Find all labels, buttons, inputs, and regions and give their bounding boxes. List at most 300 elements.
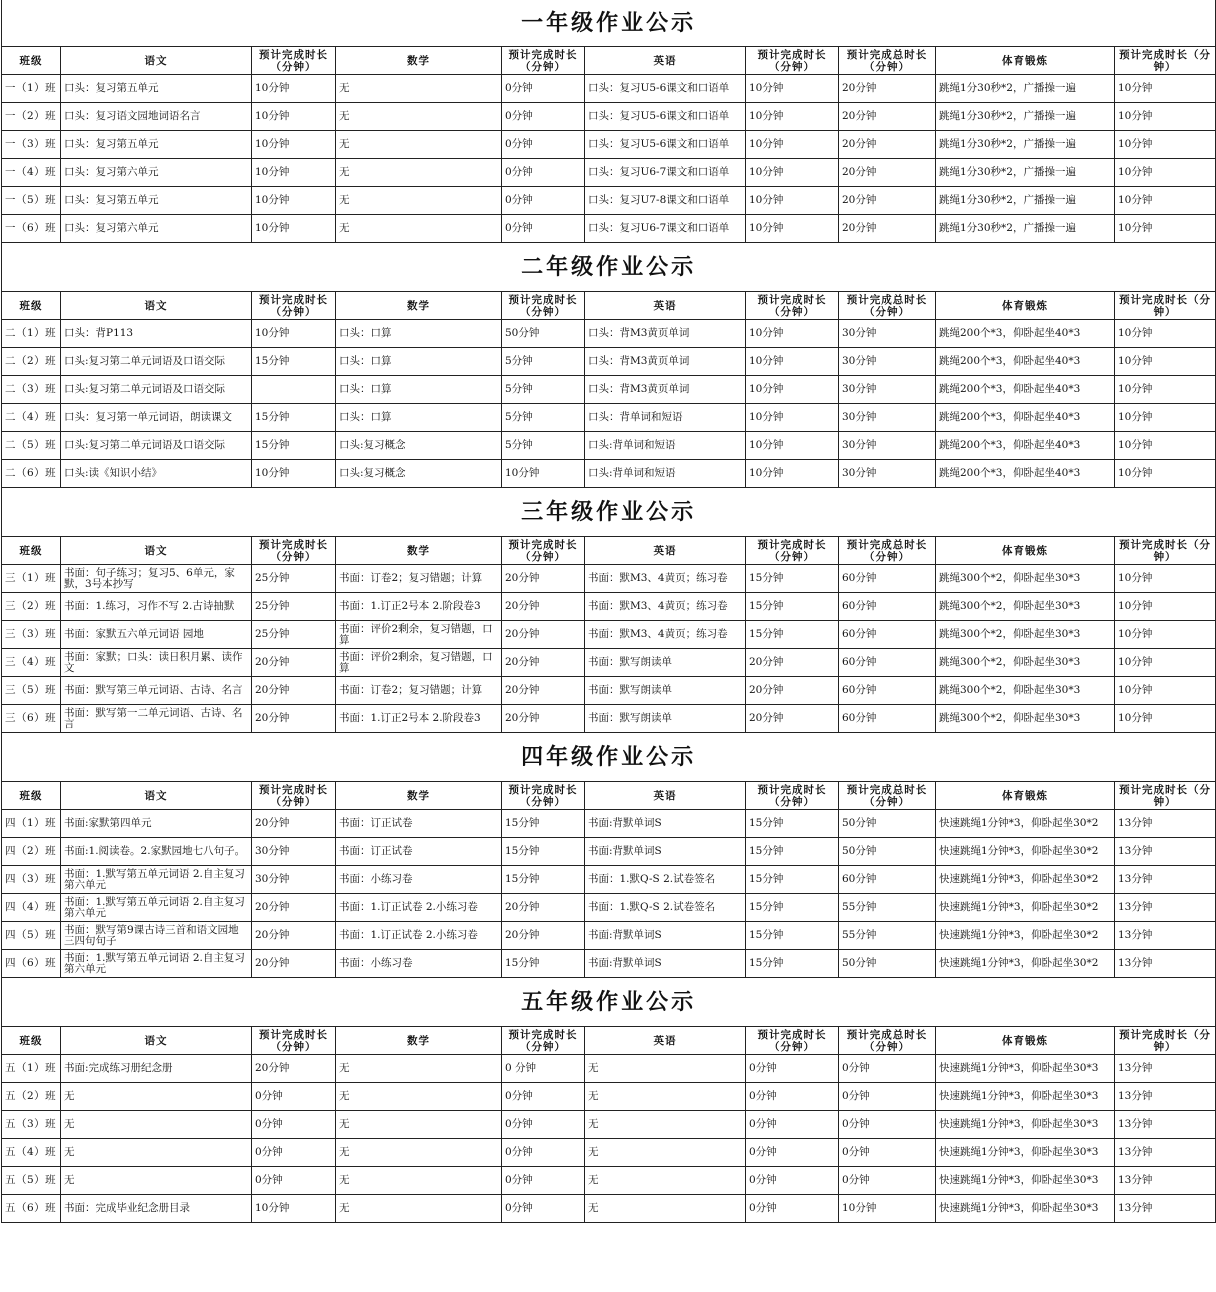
cell-math-time: 0分钟	[502, 215, 585, 243]
header-row	[2, 782, 1216, 810]
cell-math: 无	[336, 1111, 502, 1139]
cell-pe: 快速跳绳1分钟*3，仰卧起坐30*3	[936, 1111, 1115, 1139]
cell-chinese-time: 10分钟	[252, 460, 336, 488]
cell-pe: 跳绳1分30秒*2，广播操一遍	[936, 215, 1115, 243]
cell-class: 二（1）班	[2, 320, 61, 348]
cell-pe-time: 10分钟	[1115, 705, 1216, 733]
cell-class: 一（6）班	[2, 215, 61, 243]
cell-math-time: 20分钟	[502, 894, 585, 922]
cell-chinese-time: 20分钟	[252, 1055, 336, 1083]
cell-total-time: 10分钟	[839, 1195, 936, 1223]
cell-english: 口头：背单词和短语	[585, 404, 746, 432]
cell-math: 无	[336, 1167, 502, 1195]
header-row	[2, 47, 1216, 75]
cell-math: 书面：订卷2；复习错题；计算	[336, 565, 502, 593]
cell-math: 书面：1.订正试卷 2.小练习卷	[336, 894, 502, 922]
table-row	[2, 705, 1216, 733]
column-header-math-time: 预计完成时长（分钟）	[502, 782, 585, 810]
column-header-math-time: 预计完成时长（分钟）	[502, 47, 585, 75]
cell-pe: 快速跳绳1分钟*3，仰卧起坐30*2	[936, 894, 1115, 922]
cell-total-time: 0分钟	[839, 1167, 936, 1195]
cell-chinese-time: 10分钟	[252, 187, 336, 215]
cell-pe-time: 13分钟	[1115, 1167, 1216, 1195]
table-row	[2, 866, 1216, 894]
cell-chinese-time: 10分钟	[252, 1195, 336, 1223]
cell-chinese-time: 10分钟	[252, 103, 336, 131]
cell-english: 书面：默写朗读单	[585, 677, 746, 705]
cell-pe-time: 13分钟	[1115, 950, 1216, 978]
cell-chinese: 书面：1.练习，习作不写 2.古诗抽默	[61, 593, 252, 621]
cell-class: 一（4）班	[2, 159, 61, 187]
cell-pe-time: 10分钟	[1115, 75, 1216, 103]
cell-chinese: 口头：复习第六单元	[61, 159, 252, 187]
cell-english-time: 0分钟	[746, 1139, 839, 1167]
cell-english-time: 15分钟	[746, 838, 839, 866]
cell-total-time: 60分钟	[839, 649, 936, 677]
column-header-english: 英语	[585, 292, 746, 320]
column-header-math: 数学	[336, 47, 502, 75]
cell-class: 一（1）班	[2, 75, 61, 103]
cell-chinese-time: 25分钟	[252, 565, 336, 593]
cell-english: 口头：背M3黄页单词	[585, 348, 746, 376]
cell-math-time: 0 分钟	[502, 1055, 585, 1083]
column-header-pe: 体育锻炼	[936, 537, 1115, 565]
cell-total-time: 0分钟	[839, 1111, 936, 1139]
cell-pe: 跳绳200个*3，仰卧起坐40*3	[936, 404, 1115, 432]
column-header-english-time: 预计完成时长（分钟）	[746, 1027, 839, 1055]
column-header-chinese-time: 预计完成时长（分钟）	[252, 47, 336, 75]
cell-total-time: 60分钟	[839, 621, 936, 649]
cell-english-time: 15分钟	[746, 810, 839, 838]
cell-math: 书面：1.订正2号本 2.阶段卷3	[336, 705, 502, 733]
grade-title: 三年级作业公示	[2, 488, 1216, 537]
cell-math-time: 10分钟	[502, 460, 585, 488]
cell-class: 一（2）班	[2, 103, 61, 131]
cell-pe: 跳绳1分30秒*2，广播操一遍	[936, 103, 1115, 131]
cell-pe: 快速跳绳1分钟*3，仰卧起坐30*2	[936, 838, 1115, 866]
cell-pe: 跳绳200个*3，仰卧起坐40*3	[936, 376, 1115, 404]
cell-english-time: 15分钟	[746, 950, 839, 978]
cell-pe-time: 10分钟	[1115, 131, 1216, 159]
cell-english: 书面：默写朗读单	[585, 705, 746, 733]
cell-english-time: 15分钟	[746, 565, 839, 593]
table-row	[2, 810, 1216, 838]
cell-class: 二（5）班	[2, 432, 61, 460]
column-header-pe-time: 预计完成时长（分钟）	[1115, 537, 1216, 565]
cell-pe: 快速跳绳1分钟*3，仰卧起坐30*2	[936, 922, 1115, 950]
cell-english: 书面：1.默Q-S 2.试卷签名	[585, 894, 746, 922]
cell-english-time: 10分钟	[746, 460, 839, 488]
column-header-english: 英语	[585, 1027, 746, 1055]
cell-english-time: 10分钟	[746, 215, 839, 243]
cell-math-time: 20分钟	[502, 677, 585, 705]
cell-english: 书面:背默单词S	[585, 838, 746, 866]
cell-english-time: 0分钟	[746, 1111, 839, 1139]
grade-title-row	[2, 0, 1216, 47]
table-row	[2, 187, 1216, 215]
cell-english-time: 15分钟	[746, 894, 839, 922]
cell-chinese-time: 0分钟	[252, 1111, 336, 1139]
cell-english: 无	[585, 1139, 746, 1167]
cell-total-time: 0分钟	[839, 1139, 936, 1167]
cell-math: 无	[336, 1055, 502, 1083]
column-header-chinese: 语文	[61, 537, 252, 565]
cell-math: 口头：口算	[336, 348, 502, 376]
column-header-total-time: 预计完成总时长（分钟）	[839, 782, 936, 810]
cell-chinese-time: 0分钟	[252, 1167, 336, 1195]
cell-math-time: 0分钟	[502, 1083, 585, 1111]
column-header-class: 班级	[2, 537, 61, 565]
cell-chinese-time: 20分钟	[252, 810, 336, 838]
table-row	[2, 1111, 1216, 1139]
cell-pe-time: 13分钟	[1115, 866, 1216, 894]
cell-total-time: 30分钟	[839, 376, 936, 404]
homework-table	[1, 0, 1216, 1223]
table-row	[2, 432, 1216, 460]
table-row	[2, 565, 1216, 593]
grade-title: 四年级作业公示	[2, 733, 1216, 782]
cell-chinese-time: 20分钟	[252, 649, 336, 677]
cell-pe-time: 10分钟	[1115, 565, 1216, 593]
cell-class: 二（6）班	[2, 460, 61, 488]
cell-math: 书面：小练习卷	[336, 950, 502, 978]
table-row	[2, 376, 1216, 404]
cell-class: 四（3）班	[2, 866, 61, 894]
cell-english-time: 15分钟	[746, 593, 839, 621]
cell-english: 无	[585, 1167, 746, 1195]
cell-pe-time: 10分钟	[1115, 649, 1216, 677]
cell-math-time: 50分钟	[502, 320, 585, 348]
cell-chinese: 口头:复习第二单元词语及口语交际	[61, 376, 252, 404]
cell-math: 无	[336, 187, 502, 215]
table-row	[2, 1195, 1216, 1223]
cell-class: 三（2）班	[2, 593, 61, 621]
cell-math-time: 5分钟	[502, 432, 585, 460]
cell-pe-time: 10分钟	[1115, 215, 1216, 243]
table-row	[2, 649, 1216, 677]
cell-math-time: 20分钟	[502, 705, 585, 733]
cell-math: 口头：口算	[336, 320, 502, 348]
cell-chinese: 口头：复习语文园地词语名言	[61, 103, 252, 131]
column-header-total-time: 预计完成总时长（分钟）	[839, 537, 936, 565]
cell-pe: 快速跳绳1分钟*3，仰卧起坐30*3	[936, 1055, 1115, 1083]
cell-chinese: 书面:完成练习册纪念册	[61, 1055, 252, 1083]
cell-english: 书面：默写朗读单	[585, 649, 746, 677]
cell-pe: 快速跳绳1分钟*3，仰卧起坐30*2	[936, 810, 1115, 838]
cell-chinese-time: 25分钟	[252, 593, 336, 621]
cell-class: 三（3）班	[2, 621, 61, 649]
cell-math-time: 15分钟	[502, 866, 585, 894]
cell-chinese-time: 30分钟	[252, 838, 336, 866]
column-header-math: 数学	[336, 1027, 502, 1055]
cell-pe: 跳绳1分30秒*2，广播操一遍	[936, 75, 1115, 103]
cell-math-time: 20分钟	[502, 922, 585, 950]
cell-class: 三（1）班	[2, 565, 61, 593]
column-header-chinese-time: 预计完成时长（分钟）	[252, 292, 336, 320]
cell-total-time: 50分钟	[839, 810, 936, 838]
cell-math-time: 0分钟	[502, 187, 585, 215]
cell-total-time: 60分钟	[839, 565, 936, 593]
cell-pe: 跳绳200个*3，仰卧起坐40*3	[936, 348, 1115, 376]
cell-english: 口头：复习U6-7课文和口语单	[585, 215, 746, 243]
cell-class: 一（3）班	[2, 131, 61, 159]
cell-chinese: 无	[61, 1139, 252, 1167]
cell-chinese: 口头:复习第二单元词语及口语交际	[61, 348, 252, 376]
cell-chinese: 书面：完成毕业纪念册目录	[61, 1195, 252, 1223]
cell-total-time: 60分钟	[839, 593, 936, 621]
cell-chinese-time: 0分钟	[252, 1083, 336, 1111]
cell-chinese-time: 20分钟	[252, 950, 336, 978]
cell-english: 书面：1.默Q-S 2.试卷签名	[585, 866, 746, 894]
column-header-pe-time: 预计完成时长（分钟）	[1115, 47, 1216, 75]
table-row	[2, 677, 1216, 705]
table-row	[2, 103, 1216, 131]
cell-total-time: 20分钟	[839, 187, 936, 215]
cell-pe-time: 10分钟	[1115, 404, 1216, 432]
cell-pe: 跳绳1分30秒*2，广播操一遍	[936, 187, 1115, 215]
cell-total-time: 55分钟	[839, 894, 936, 922]
cell-english: 书面：默M3、4黄页；练习卷	[585, 565, 746, 593]
cell-english-time: 10分钟	[746, 432, 839, 460]
cell-math: 无	[336, 215, 502, 243]
cell-english: 书面:背默单词S	[585, 810, 746, 838]
table-row	[2, 593, 1216, 621]
cell-chinese-time: 20分钟	[252, 677, 336, 705]
cell-english: 口头：复习U5-6课文和口语单	[585, 131, 746, 159]
cell-math: 书面：1.订正2号本 2.阶段卷3	[336, 593, 502, 621]
cell-class: 四（5）班	[2, 922, 61, 950]
cell-english-time: 0分钟	[746, 1195, 839, 1223]
cell-pe: 跳绳1分30秒*2，广播操一遍	[936, 131, 1115, 159]
cell-total-time: 20分钟	[839, 75, 936, 103]
table-row	[2, 320, 1216, 348]
cell-english: 书面：默M3、4黄页；练习卷	[585, 593, 746, 621]
cell-total-time: 20分钟	[839, 103, 936, 131]
cell-english-time: 0分钟	[746, 1055, 839, 1083]
cell-pe-time: 13分钟	[1115, 1055, 1216, 1083]
column-header-math-time: 预计完成时长（分钟）	[502, 537, 585, 565]
cell-total-time: 0分钟	[839, 1083, 936, 1111]
cell-math-time: 0分钟	[502, 1195, 585, 1223]
cell-math: 书面：订正试卷	[336, 838, 502, 866]
column-header-english-time: 预计完成时长（分钟）	[746, 782, 839, 810]
cell-chinese: 书面：1.默写第五单元词语 2.自主复习第六单元	[61, 950, 252, 978]
cell-chinese-time: 10分钟	[252, 159, 336, 187]
table-row	[2, 348, 1216, 376]
cell-english: 口头:背单词和短语	[585, 432, 746, 460]
cell-chinese-time: 10分钟	[252, 320, 336, 348]
cell-chinese: 书面：默写第9课古诗三首和语文园地三四句句子	[61, 922, 252, 950]
cell-english: 口头：复习U5-6课文和口语单	[585, 75, 746, 103]
cell-pe: 跳绳200个*3，仰卧起坐40*3	[936, 320, 1115, 348]
column-header-english-time: 预计完成时长（分钟）	[746, 292, 839, 320]
cell-chinese: 口头：复习第五单元	[61, 131, 252, 159]
cell-chinese: 书面：家默五六单元词语 园地	[61, 621, 252, 649]
cell-pe: 跳绳300个*2，仰卧起坐30*3	[936, 677, 1115, 705]
cell-chinese: 口头:复习第二单元词语及口语交际	[61, 432, 252, 460]
column-header-class: 班级	[2, 292, 61, 320]
cell-chinese: 书面：1.默写第五单元词语 2.自主复习第六单元	[61, 894, 252, 922]
cell-chinese-time: 20分钟	[252, 894, 336, 922]
cell-chinese: 书面：默写第三单元词语、古诗、名言	[61, 677, 252, 705]
cell-chinese-time: 10分钟	[252, 131, 336, 159]
cell-total-time: 60分钟	[839, 677, 936, 705]
cell-math: 口头:复习概念	[336, 432, 502, 460]
cell-english-time: 0分钟	[746, 1083, 839, 1111]
header-row	[2, 537, 1216, 565]
cell-english: 书面：默M3、4黄页；练习卷	[585, 621, 746, 649]
cell-math: 无	[336, 1139, 502, 1167]
cell-pe-time: 10分钟	[1115, 187, 1216, 215]
column-header-chinese-time: 预计完成时长（分钟）	[252, 537, 336, 565]
cell-math: 无	[336, 1083, 502, 1111]
column-header-class: 班级	[2, 1027, 61, 1055]
cell-math-time: 5分钟	[502, 376, 585, 404]
cell-pe: 跳绳200个*3，仰卧起坐40*3	[936, 460, 1115, 488]
grade-title-row	[2, 978, 1216, 1027]
cell-pe-time: 13分钟	[1115, 1195, 1216, 1223]
cell-english: 口头：复习U7-8课文和口语单	[585, 187, 746, 215]
table-row	[2, 404, 1216, 432]
cell-pe-time: 10分钟	[1115, 460, 1216, 488]
cell-math-time: 5分钟	[502, 404, 585, 432]
cell-chinese: 书面：1.默写第五单元词语 2.自主复习第六单元	[61, 866, 252, 894]
cell-pe: 跳绳200个*3，仰卧起坐40*3	[936, 432, 1115, 460]
cell-class: 二（4）班	[2, 404, 61, 432]
column-header-chinese: 语文	[61, 782, 252, 810]
column-header-math: 数学	[336, 292, 502, 320]
cell-math-time: 0分钟	[502, 1111, 585, 1139]
cell-pe-time: 10分钟	[1115, 593, 1216, 621]
cell-math-time: 0分钟	[502, 103, 585, 131]
column-header-english: 英语	[585, 47, 746, 75]
cell-english-time: 10分钟	[746, 187, 839, 215]
cell-english: 书面:背默单词S	[585, 950, 746, 978]
column-header-total-time: 预计完成总时长（分钟）	[839, 47, 936, 75]
cell-chinese-time	[252, 376, 336, 404]
cell-class: 四（6）班	[2, 950, 61, 978]
cell-chinese: 书面：默写第一二单元词语、古诗、名言	[61, 705, 252, 733]
cell-math: 无	[336, 75, 502, 103]
cell-math: 无	[336, 159, 502, 187]
column-header-math: 数学	[336, 537, 502, 565]
cell-chinese-time: 15分钟	[252, 348, 336, 376]
cell-chinese: 口头：复习第六单元	[61, 215, 252, 243]
cell-pe: 跳绳300个*2，仰卧起坐30*3	[936, 621, 1115, 649]
cell-math: 书面：1.订正试卷 2.小练习卷	[336, 922, 502, 950]
cell-pe-time: 13分钟	[1115, 1083, 1216, 1111]
cell-pe-time: 10分钟	[1115, 159, 1216, 187]
cell-math: 口头:复习概念	[336, 460, 502, 488]
cell-chinese-time: 0分钟	[252, 1139, 336, 1167]
cell-english-time: 15分钟	[746, 621, 839, 649]
cell-pe-time: 13分钟	[1115, 838, 1216, 866]
cell-total-time: 20分钟	[839, 131, 936, 159]
cell-math: 口头：口算	[336, 376, 502, 404]
grade-title-row	[2, 733, 1216, 782]
cell-math-time: 20分钟	[502, 593, 585, 621]
cell-math: 无	[336, 1195, 502, 1223]
cell-math: 书面：订卷2；复习错题；计算	[336, 677, 502, 705]
table-row	[2, 1139, 1216, 1167]
table-row	[2, 894, 1216, 922]
cell-math-time: 0分钟	[502, 1167, 585, 1195]
column-header-math-time: 预计完成时长（分钟）	[502, 1027, 585, 1055]
grade-title-row	[2, 488, 1216, 537]
grade-title-row	[2, 243, 1216, 292]
column-header-english-time: 预计完成时长（分钟）	[746, 47, 839, 75]
column-header-chinese-time: 预计完成时长（分钟）	[252, 1027, 336, 1055]
cell-english: 口头：背M3黄页单词	[585, 376, 746, 404]
cell-english: 无	[585, 1055, 746, 1083]
cell-math: 书面：评价2剩余，复习错题，口算	[336, 621, 502, 649]
cell-english-time: 10分钟	[746, 75, 839, 103]
cell-pe: 快速跳绳1分钟*3，仰卧起坐30*2	[936, 950, 1115, 978]
column-header-english: 英语	[585, 782, 746, 810]
cell-class: 三（5）班	[2, 677, 61, 705]
cell-english: 口头：背M3黄页单词	[585, 320, 746, 348]
cell-english: 无	[585, 1111, 746, 1139]
cell-pe: 跳绳300个*2，仰卧起坐30*3	[936, 565, 1115, 593]
cell-english-time: 10分钟	[746, 320, 839, 348]
column-header-chinese: 语文	[61, 1027, 252, 1055]
cell-chinese: 书面：句子练习；复习5、6单元，家默，3号本抄写	[61, 565, 252, 593]
cell-english: 书面:背默单词S	[585, 922, 746, 950]
cell-class: 四（1）班	[2, 810, 61, 838]
cell-english: 口头：复习U6-7课文和口语单	[585, 159, 746, 187]
cell-pe: 跳绳300个*2，仰卧起坐30*3	[936, 705, 1115, 733]
header-row	[2, 292, 1216, 320]
cell-chinese: 无	[61, 1111, 252, 1139]
cell-english-time: 10分钟	[746, 103, 839, 131]
cell-english-time: 20分钟	[746, 677, 839, 705]
cell-total-time: 60分钟	[839, 866, 936, 894]
cell-math-time: 0分钟	[502, 1139, 585, 1167]
table-row	[2, 460, 1216, 488]
header-row	[2, 1027, 1216, 1055]
cell-english: 口头：复习U5-6课文和口语单	[585, 103, 746, 131]
table-row	[2, 131, 1216, 159]
grade-title: 二年级作业公示	[2, 243, 1216, 292]
column-header-english: 英语	[585, 537, 746, 565]
cell-english-time: 10分钟	[746, 348, 839, 376]
cell-english-time: 10分钟	[746, 131, 839, 159]
column-header-chinese: 语文	[61, 292, 252, 320]
column-header-math-time: 预计完成时长（分钟）	[502, 292, 585, 320]
table-row	[2, 1055, 1216, 1083]
cell-math-time: 20分钟	[502, 621, 585, 649]
column-header-class: 班级	[2, 47, 61, 75]
cell-chinese-time: 10分钟	[252, 75, 336, 103]
column-header-pe: 体育锻炼	[936, 782, 1115, 810]
cell-class: 五（2）班	[2, 1083, 61, 1111]
column-header-total-time: 预计完成总时长（分钟）	[839, 292, 936, 320]
cell-math: 书面：订正试卷	[336, 810, 502, 838]
cell-class: 五（4）班	[2, 1139, 61, 1167]
cell-total-time: 20分钟	[839, 215, 936, 243]
cell-class: 一（5）班	[2, 187, 61, 215]
cell-pe-time: 13分钟	[1115, 810, 1216, 838]
cell-chinese-time: 20分钟	[252, 705, 336, 733]
table-row	[2, 215, 1216, 243]
column-header-pe: 体育锻炼	[936, 292, 1115, 320]
column-header-pe-time: 预计完成时长（分钟）	[1115, 782, 1216, 810]
column-header-math: 数学	[336, 782, 502, 810]
cell-chinese: 书面:家默第四单元	[61, 810, 252, 838]
cell-class: 三（4）班	[2, 649, 61, 677]
cell-chinese-time: 15分钟	[252, 432, 336, 460]
cell-math: 书面：小练习卷	[336, 866, 502, 894]
